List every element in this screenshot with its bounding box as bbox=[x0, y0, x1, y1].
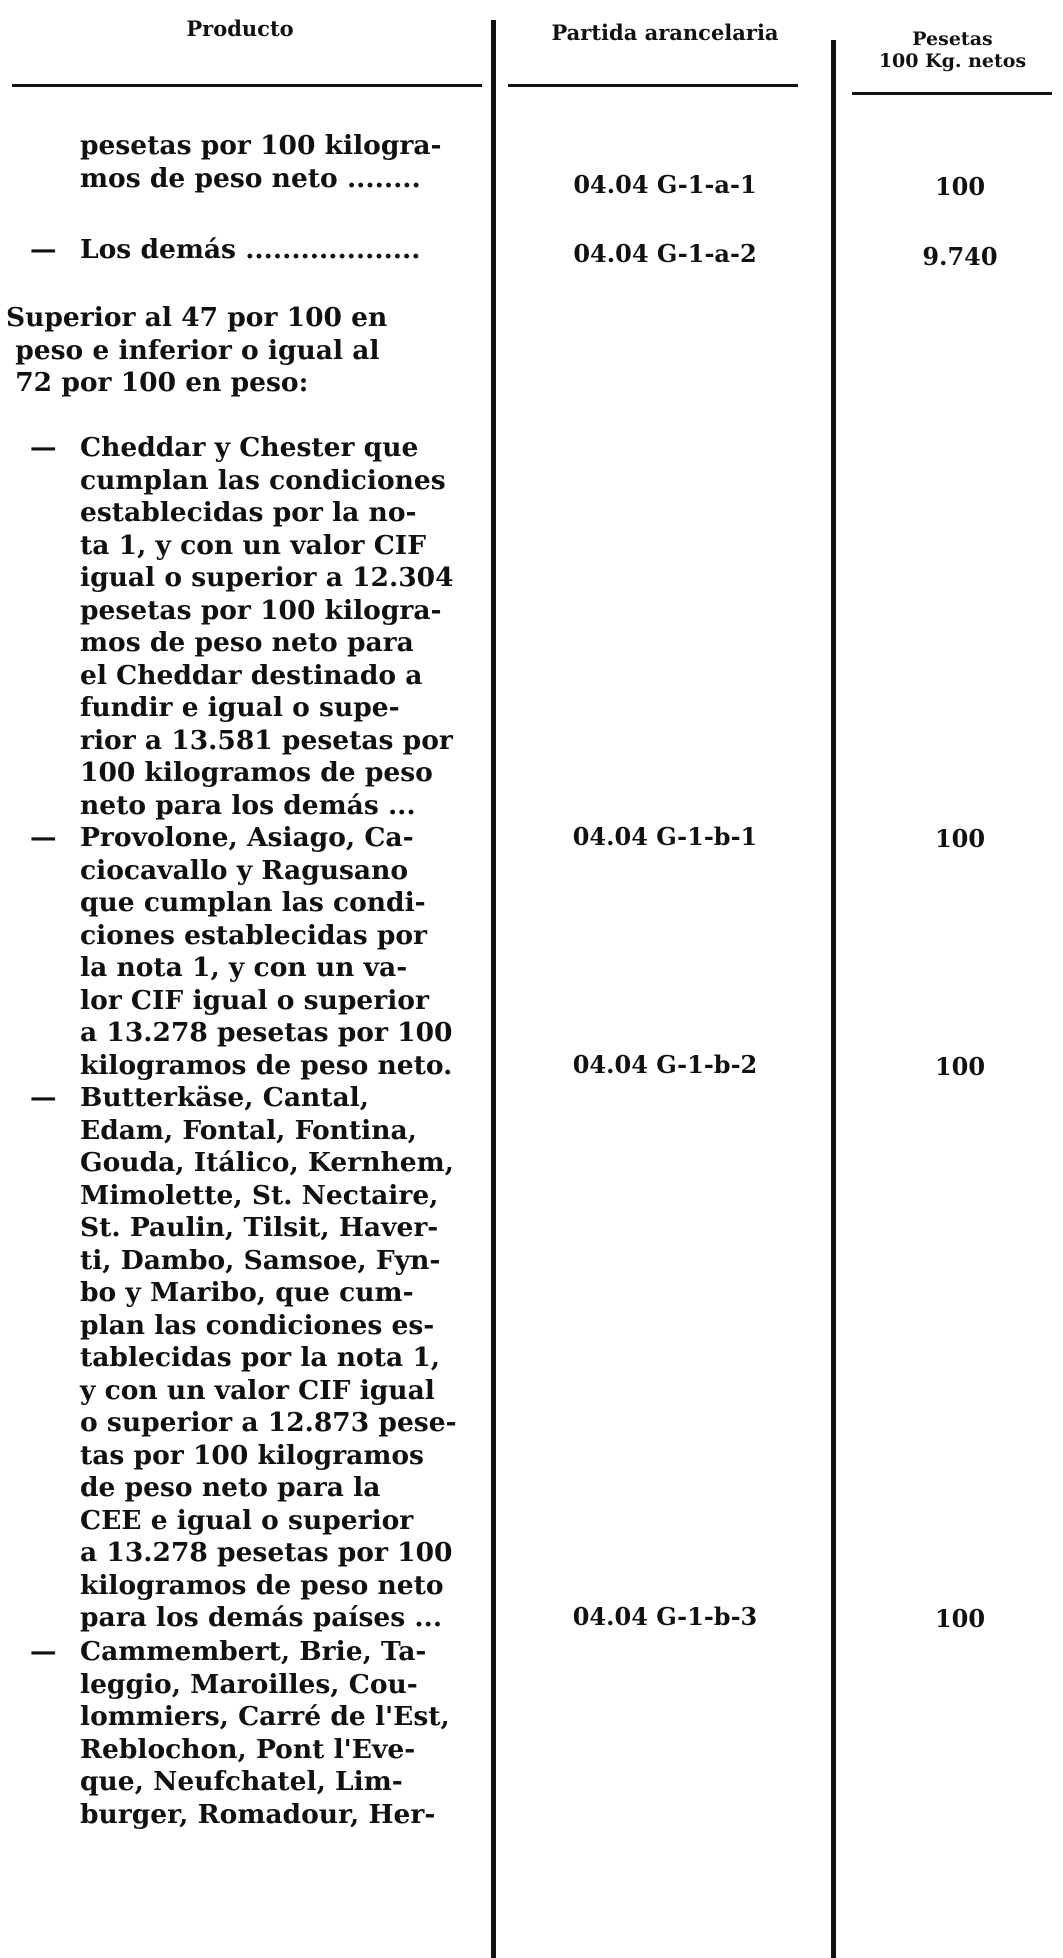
tariff-code: 04.04 G-1-a-1 bbox=[573, 170, 757, 199]
product-description: Cheddar y Chester que cumplan las condiciones establecidas por la no- ta 1, y con un valor CIF igual o superior a 12.304 pesetas por 100 kilogra- mos de peso neto para el Cheddar destinado a fundir e igual o supe- rior a 13.581 pesetas por 100 kilogramos de peso neto para los demás ... bbox=[80, 432, 454, 821]
column-header-producto: Producto bbox=[186, 16, 294, 41]
header-rule-pesetas bbox=[852, 92, 1052, 95]
column-header-pesetas-line2: 100 Kg. netos bbox=[878, 50, 1027, 72]
tariff-code: 04.04 G-1-b-3 bbox=[572, 1602, 758, 1631]
section-heading: Superior al 47 por 100 en peso e inferior o igual al 72 por 100 en peso: bbox=[6, 302, 388, 398]
product-description: pesetas por 100 kilogra- mos de peso neto ........ bbox=[80, 130, 442, 194]
item-dash: — bbox=[30, 234, 57, 265]
item-dash: — bbox=[30, 1636, 57, 1667]
tariff-code: 04.04 G-1-b-1 bbox=[572, 822, 758, 851]
column-header-pesetas bbox=[845, 28, 1060, 72]
product-description: Provolone, Asiago, Ca- ciocavallo y Ragusano que cumplan las condi- ciones establecidas por la nota 1, y con un va- lor CIF igual o superior a 13.278 pesetas por 100 kilogramos de peso neto. bbox=[80, 822, 453, 1081]
item-dash: — bbox=[30, 822, 57, 853]
header-rule-producto bbox=[12, 84, 482, 87]
item-dash: — bbox=[30, 1082, 57, 1113]
product-description: Los demás ................... bbox=[80, 234, 421, 265]
column-header-partida-arancelaria: Partida arancelaria bbox=[551, 20, 779, 45]
column-header-pesetas-line1: Pesetas bbox=[912, 28, 993, 50]
item-dash: — bbox=[30, 432, 57, 463]
column-divider-right bbox=[831, 40, 836, 1958]
product-description: Butterkäse, Cantal, Edam, Fontal, Fontina, Gouda, Itálico, Kernhem, Mimolette, St. Nectaire, St. Paulin, Tilsit, Haver- ti, Dambo, Samsoe, Fyn- bo y Maribo, que cum- plan las condiciones es- tablecidas por la nota 1, y con un valor CIF igual o superior a 12.873 pese- tas por 100 kilogramos de peso neto para la CEE e igual o superior a 13.278 pesetas por 100 kilogramos de peso neto para los demás países ... bbox=[80, 1082, 457, 1633]
pesetas-value: 9.740 bbox=[922, 242, 998, 271]
pesetas-value: 100 bbox=[934, 1052, 986, 1081]
pesetas-value: 100 bbox=[934, 1604, 986, 1633]
tariff-code: 04.04 G-1-b-2 bbox=[572, 1050, 758, 1079]
tariff-code: 04.04 G-1-a-2 bbox=[573, 239, 757, 268]
pesetas-value: 100 bbox=[934, 172, 986, 201]
pesetas-value: 100 bbox=[934, 824, 986, 853]
product-description: Cammembert, Brie, Ta- leggio, Maroilles, Cou- lommiers, Carré de l'Est, Reblochon, Pont l'Eve- que, Neufchatel, Lim- burger, Romadour, Her- bbox=[80, 1636, 450, 1830]
header-rule-partida bbox=[508, 84, 798, 87]
column-divider-left bbox=[491, 20, 496, 1958]
